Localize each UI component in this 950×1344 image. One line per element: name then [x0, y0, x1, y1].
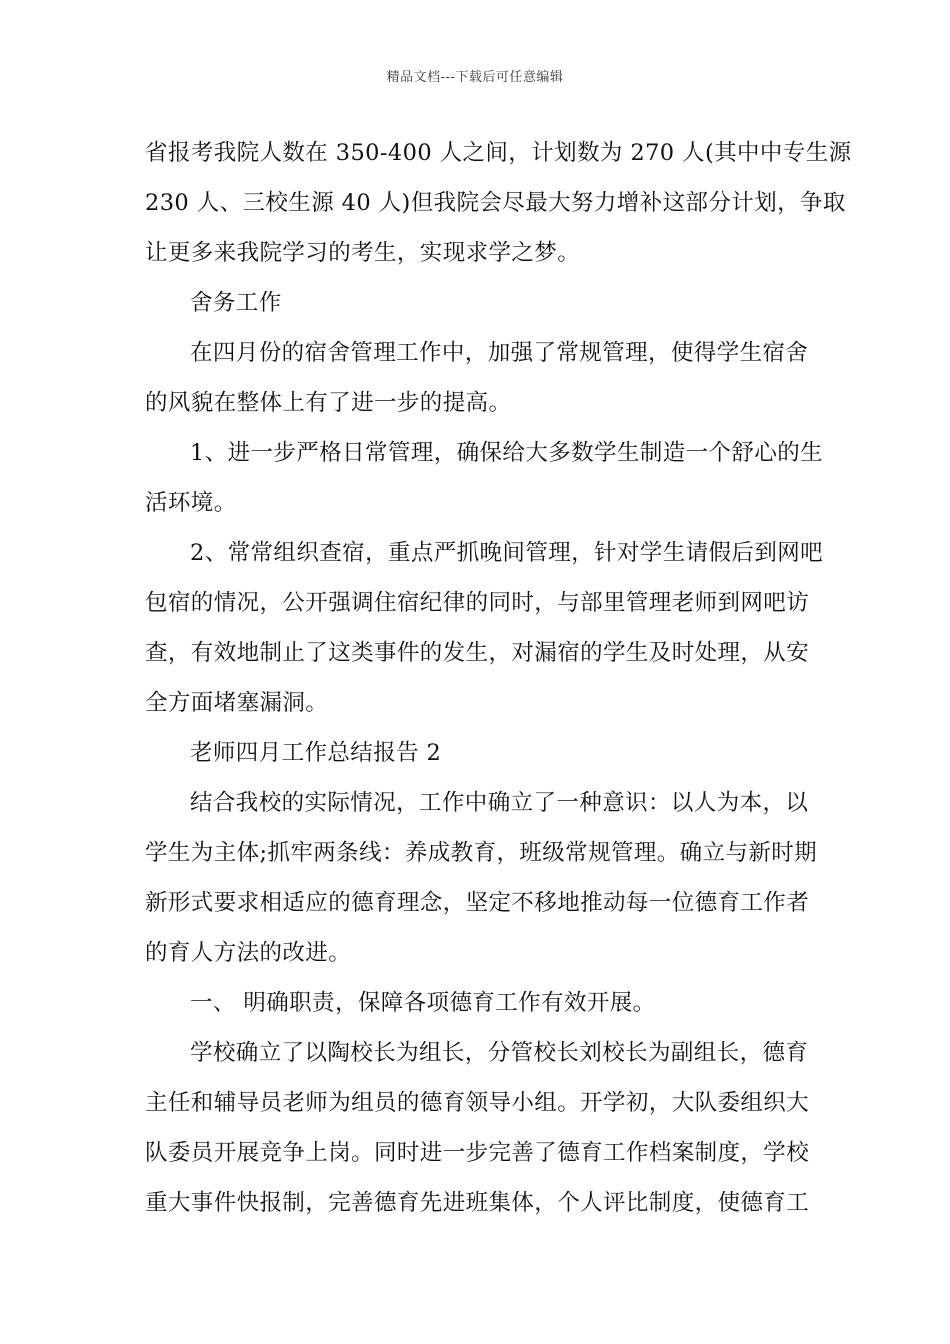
list-item: 1、进一步严格日常管理，确保给大多数学生制造一个舒心的生 — [190, 440, 824, 466]
page-header: 精品文档---下载后可任意编辑 — [386, 70, 564, 85]
text-line: 主任和辅导员老师为组员的德育领导小组。开学初，大队委组织大 — [145, 1090, 810, 1116]
text-line: 省报考我院人数在 350-400 人之间，计划数为 270 人(其中中专生源 — [145, 140, 852, 166]
document-body — [145, 128, 852, 1228]
text-line: 包宿的情况，公开强调住宿纪律的同时，与部里管理老师到网吧访 — [145, 590, 810, 616]
section-heading: 舍务工作 — [190, 290, 282, 316]
text-line: 学生为主体;抓牢两条线：养成教育，班级常规管理。确立与新时期 — [145, 840, 818, 866]
text-line: 的风貌在整体上有了进一步的提高。 — [145, 390, 512, 416]
text-line: 结合我校的实际情况，工作中确立了一种意识：以人为本，以 — [190, 790, 809, 816]
text-line: 230 人、三校生源 40 人)但我院会尽最大努力增补这部分计划，争取 — [145, 190, 846, 216]
text-line: 全方面堵塞漏洞。 — [145, 690, 329, 716]
text-line: 的育人方法的改进。 — [145, 940, 352, 966]
list-item: 2、常常组织查宿，重点严抓晚间管理，针对学生请假后到网吧 — [190, 540, 824, 566]
text-line: 队委员开展竞争上岗。同时进一步完善了德育工作档案制度，学校 — [145, 1140, 810, 1166]
section-heading: 一、 明确职责，保障各项德育工作有效开展。 — [190, 990, 656, 1016]
text-line: 学校确立了以陶校长为组长，分管校长刘校长为副组长，德育 — [190, 1040, 809, 1066]
text-line: 让更多来我院学习的考生，实现求学之梦。 — [145, 240, 581, 266]
text-line: 在四月份的宿舍管理工作中，加强了常规管理，使得学生宿舍 — [190, 340, 809, 366]
text-line: 重大事件快报制，完善德育先进班集体，个人评比制度，使德育工 — [145, 1190, 810, 1216]
section-heading: 老师四月工作总结报告 2 — [190, 740, 442, 766]
text-line: 活环境。 — [145, 490, 237, 516]
text-line: 新形式要求相适应的德育理念，坚定不移地推动每一位德育工作者 — [145, 890, 810, 916]
text-line: 查，有效地制止了这类事件的发生，对漏宿的学生及时处理，从安 — [145, 640, 810, 666]
